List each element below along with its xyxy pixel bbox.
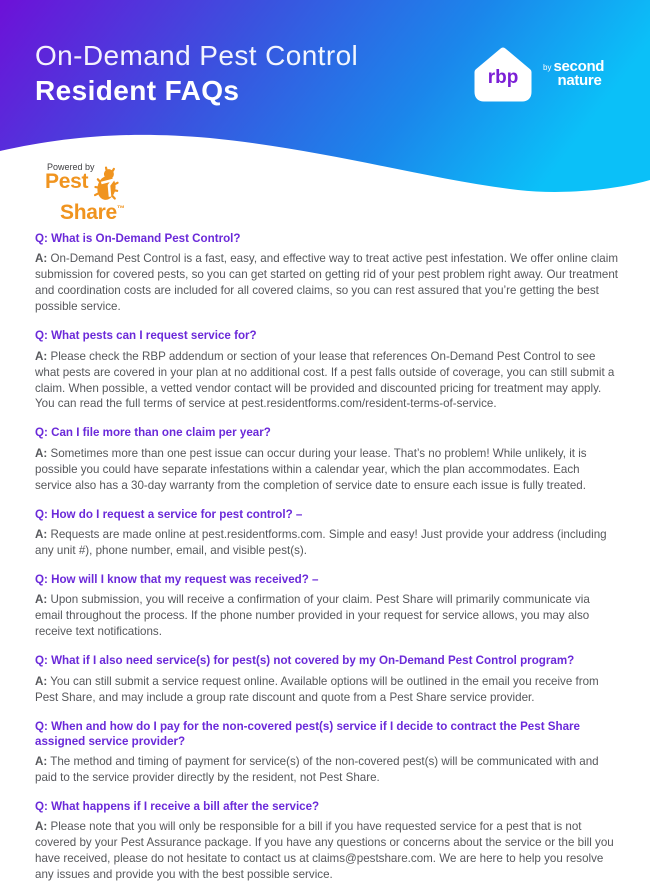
second-nature-line2: nature [557, 71, 602, 89]
rbp-logo-icon [466, 42, 540, 110]
faq-item [35, 231, 619, 315]
faq-answer: A: Please note that you will only be responsible for a bill if you have requested service for a pest that is not covered by your Pest Assurance package. If you have any questions or concerns about the service or the bill you have received, please do not hesitate to contact us at claims@pestshare.com. We are here to help you resolve any issues and provide you with the best possible service. [35, 820, 614, 882]
faq-item [35, 507, 619, 559]
faq-answer: A: Requests are made online at pest.residentforms.com. Simple and easy! Just provide your address (including any unit #), phone number, email, and visible pest(s). [35, 528, 607, 557]
faq-item [35, 328, 619, 412]
faq-list [0, 222, 650, 883]
faq-item [35, 572, 619, 640]
pest-share-word-pest: Pest [45, 170, 89, 193]
faq-question: Q: When and how do I pay for the non-covered pest(s) service if I decide to contract the Pest Share assigned service provider? [35, 719, 581, 748]
faq-question: Q: How do I request a service for pest control? – [35, 507, 303, 521]
powered-by-label: Powered by [47, 162, 95, 172]
faq-answer: A: Upon submission, you will receive a confirmation of your claim. Pest Share will primarily communicate via email throughout the process. If the phone number provided in your request for service allows, you may also receive text notifications. [35, 593, 590, 639]
faq-question: Q: Can I file more than one claim per year? [35, 426, 271, 440]
faq-answer: A: Sometimes more than one pest issue can occur during your lease. That’s no problem! While unlikely, it is possible you could have separate infestations within a calendar year, which the plan accommodates. Each service also has a 30-day warranty from the completion of service date to ensure each issue is fully treated. [35, 446, 587, 492]
faq-question: Q: What pests can I request service for? [35, 329, 257, 343]
second-nature-line1: second [553, 58, 605, 75]
faq-question: Q: What happens if I receive a bill after the service? [35, 800, 320, 814]
faq-item [35, 425, 619, 493]
beetle-icon [92, 165, 122, 203]
faq-answer: A: Please check the RBP addendum or section of your lease that references On-Demand Pest Control to see what pests are covered in your plan at no additional cost. If a pest falls outside of coverage, you can still submit a claim. When possible, a vetted vendor contact will be provided and discounted pricing for treatment may apply. You can read the full terms of service at pest.residentforms.com/resident-terms-of-service. [35, 349, 615, 411]
pest-share-word-share: Share™ [60, 201, 125, 224]
faq-item [35, 799, 619, 883]
faq-answer: A: You can still submit a service request online. Available options will be outlined in the email you receive from Pest Share, and may include a group rate discount and quote from a Pest Share service provider. [35, 674, 599, 704]
page-header [0, 0, 650, 224]
second-nature-logo [543, 60, 604, 88]
svg-text:rbp: rbp [487, 67, 519, 88]
faq-item [35, 653, 619, 705]
faq-answer: A: On-Demand Pest Control is a fast, easy, and effective way to treat active pest infestation. We offer online claim submission for covered pests, so you can get started on getting rid of your pest problem right away. Our treatment and coordination costs are included for all covered claims, so you can rest assured that you’re getting the best possible service. [35, 252, 618, 314]
faq-question: Q: What if I also need service(s) for pest(s) not covered by my On-Demand Pest Control program? [35, 654, 575, 668]
page-title: On-Demand Pest Control [35, 40, 359, 71]
page-subtitle: Resident FAQs [35, 75, 240, 106]
header-titles [35, 38, 358, 108]
faq-answer: A: The method and timing of payment for service(s) of the non-covered pest(s) will be communicated with and paid to the service provider directly by the resident, not Pest Share. [35, 755, 599, 785]
trademark-symbol: ™ [116, 204, 125, 213]
faq-question: Q: What is On-Demand Pest Control? [35, 232, 241, 245]
second-nature-by-label: by [543, 63, 552, 72]
faq-question: Q: How will I know that my request was received? – [35, 572, 319, 586]
pest-share-logo [45, 162, 125, 223]
faq-item [35, 719, 619, 787]
